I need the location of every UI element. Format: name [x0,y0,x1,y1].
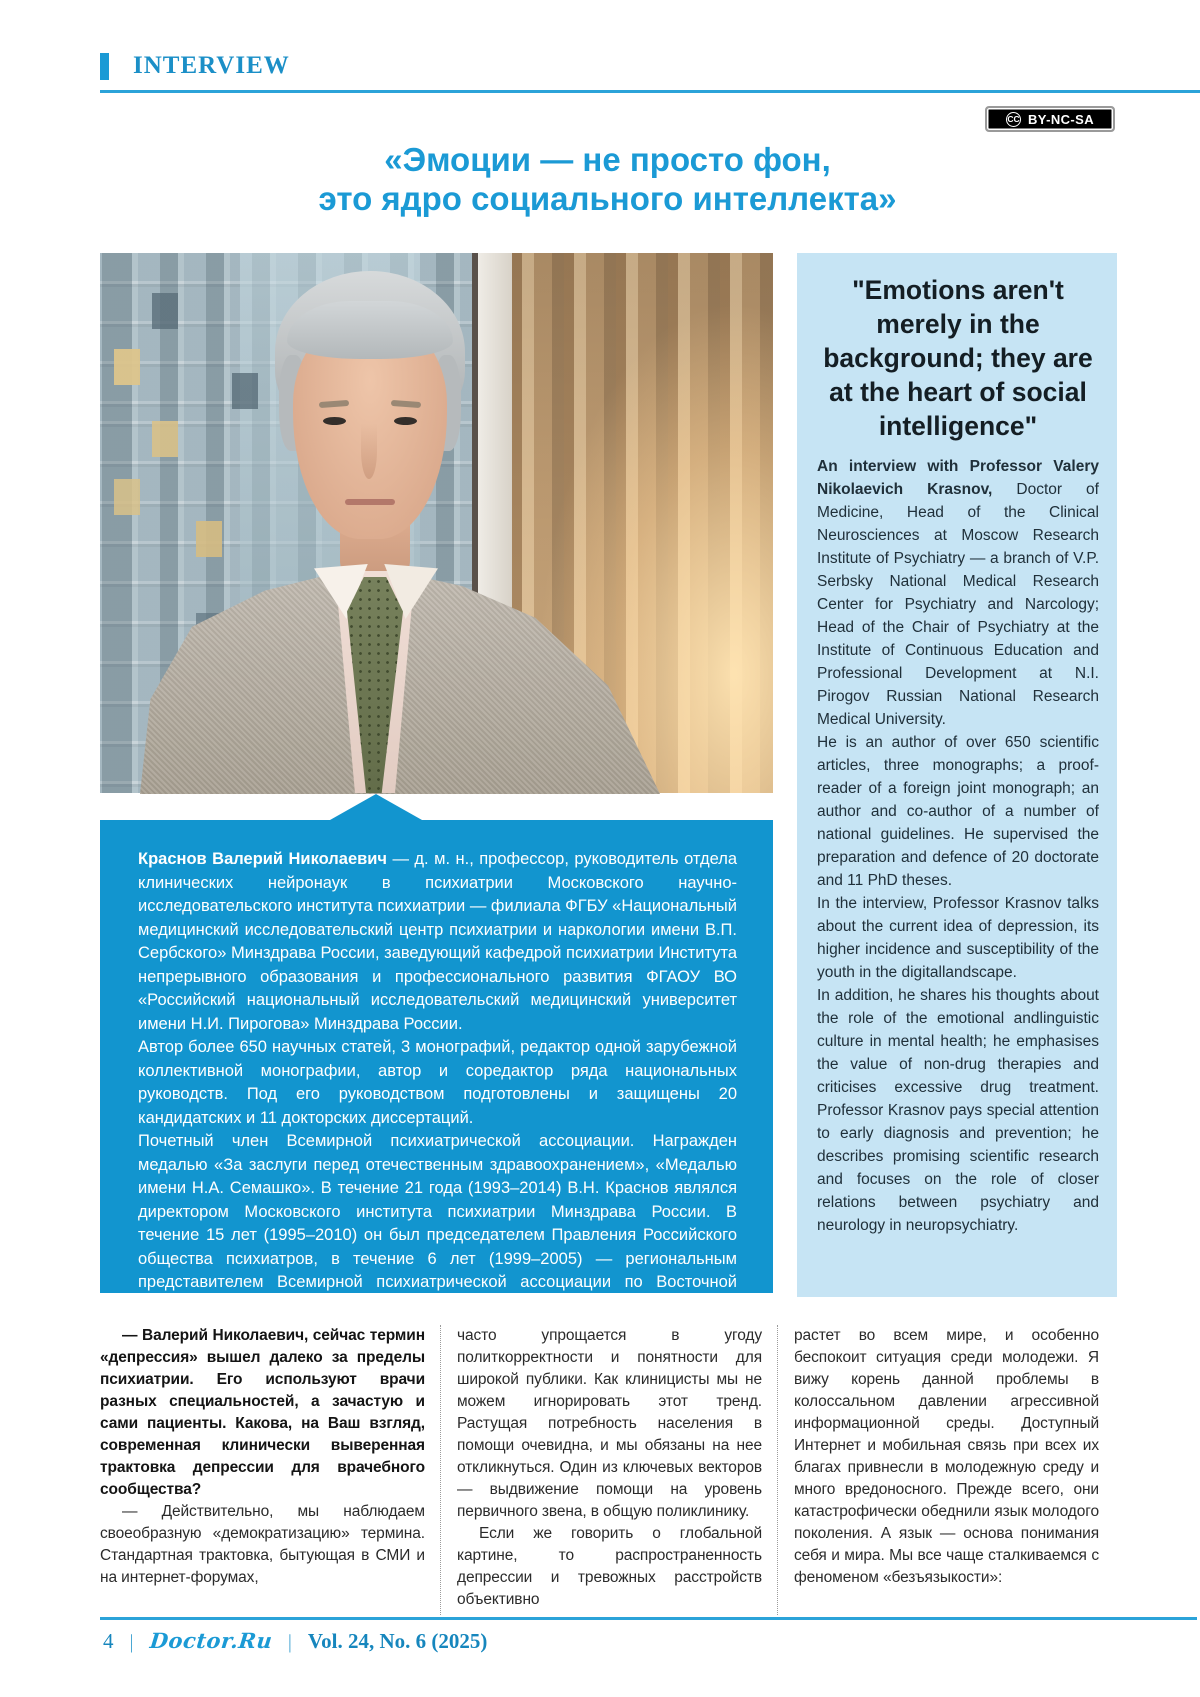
section-accent-bar [100,53,109,80]
portrait-mouth [345,499,395,505]
footer [103,1628,487,1654]
footer-brand-logo: Doctor.Ru [148,1628,274,1653]
interview-columns [100,1325,1110,1615]
biography-paragraph-3: Почетный член Всемирной психиатрической ассоциации. Награжден медалью «За заслуги перед отечественным здравоохранением», «Медалью имени Н.А. Семашко». В течение 21 года (1993–2014) В.Н. Краснов являлся директором Московского института психиатрии Минздрава России. В течение 15 лет (1995–2010) он был председателем Правления Российского общества психиатров, в течение 6 лет (1999–2005) — региональным представителем Всемирной психиатрической ассоциации по Восточной Европе. [138,1132,737,1315]
cc-license-badge [985,106,1115,132]
footer-page-number: 4 [103,1629,114,1653]
english-paragraph-2: He is an author of over 650 scientific articles, three monographs; a proof-reader of a foreign joint monograph; an author and co-author of a number of national guidelines. He supervised the preparation and defence of 20 doctorate and 11 PhD theses. [817,734,1099,889]
biography-box [100,820,773,1315]
interview-column-1 [100,1325,425,1615]
cc-icon: CC [1006,112,1021,127]
biography-paragraph-1-rest: — д. м. н., профессор, руководитель отдела клинических нейронаук в психиатрии Московского научно-исследовательского института психиатрии — филиала ФГБУ «Национальный медицинский исследовательский центр психиатрии и наркологии имени В.П. Сербского» Минздрава России, заведующий кафедрой психиатрии Института непрерывного образования и профессионального развития ФГАОУ ВО «Российский национальный исследовательский медицинский университет имени Н.И. Пирогова» Минздрава России. [138,850,738,1033]
portrait-hairline [287,301,453,359]
english-intro-rest: Doctor of Medicine, Head of the Clinical Neurosciences at Moscow Research Institute of Psychiatry — a branch of V.P. Serbsky National Medical Research Center for Psychiatry and Narcology; Head of the Chair of Psychiatry at the Institute of Continuous Education and Professional Development at N.I. Pirogov Russian National Research Medical University. [817,481,1099,728]
biography-paragraph-2: Автор более 650 научных статей, 3 монографий, редактор одной зарубежной коллективной монографии, автор и соредактор ряда национальных руководств. Под его руководством подготовлены и защищены 20 кандидатских и 11 докторских диссертаций. [138,1038,737,1127]
section-label: INTERVIEW [133,52,290,79]
article-title [100,140,1115,218]
portrait-head [275,271,465,567]
cc-license-label: BY-NC-SA [1027,111,1095,127]
interview-column-2 [440,1325,762,1615]
interview-column-2-paragraph-1: часто упрощается в угоду политкорректности и понятности для широкой публики. Как клиницисты мы не можем игнорировать этот тренд. Растущая потребность населения в помощи очевидна, и мы обязаны на нее откликнуться. Один из ключевых векторов — выдвижение помощи на уровень первичного звена, в общую поликлинику. [457,1327,762,1520]
portrait-nose [361,423,377,479]
portrait-photo [100,253,773,793]
footer-issue-info: Vol. 24, No. 6 (2025) [307,1629,488,1653]
biography-text-area [100,820,773,1315]
english-quote-heading: "Emotions aren't merely in the background; they are at the heart of social intelligence" [823,275,1093,441]
english-summary-panel [797,253,1117,1297]
english-intro-paragraph [817,455,1099,731]
interview-question: — Валерий Николаевич, сейчас термин «депрессия» вышел далеко за пределы психиатрии. Его используют врачи разных специальностей, а зачастую и сами пациенты. Какова, на Ваш взгляд, современная клинически выверенная трактовка депрессии для врачебного сообщества? [100,1327,425,1498]
english-paragraph-3: In the interview, Professor Krasnov talks about the current idea of depression, its higher incidence and susceptibility of the youth in the digitallandscape. [817,895,1099,981]
interview-column-2-paragraph-2: Если же говорить о глобальной картине, то распространенность депрессии и тревожных расстройств объективно [457,1525,762,1608]
interview-answer-start: — Действительно, мы наблюдаем своеобразную «демократизацию» термина. Стандартная трактовка, бытующая в СМИ и на интернет-форумах, [100,1503,425,1586]
portrait-eye-left [323,417,346,425]
footer-divider-2: | [287,1631,292,1653]
article-title-line2: это ядро социального интеллекта» [318,180,897,217]
portrait-eye-right [394,417,417,425]
footer-divider-1: | [129,1631,134,1653]
footer-rule [100,1617,1197,1620]
biography-pointer-triangle [330,794,422,820]
article-title-line1: «Эмоции — не просто фон, [384,141,831,178]
interview-column-3 [777,1325,1099,1615]
english-paragraph-4: In addition, he shares his thoughts about the role of the emotional andlinguistic culture in mental health; he emphasises the value of non-drug therapies and criticises excessive drug treatment. Professor Krasnov pays special attention to early diagnosis and prevention; he describes promising scientific research and focuses on the role of closer relations between psychiatry and neurology in neuropsychiatry. [817,987,1099,1234]
biography-name: Краснов Валерий Николаевич [138,850,387,868]
english-intro-bold: An interview with Professor Valery Nikolaevich Krasnov, [817,458,1099,498]
header-rule [100,90,1200,93]
biography-paragraph-1 [138,848,737,1036]
interview-column-3-paragraph-1: растет во всем мире, и особенно беспокоит ситуация среди молодежи. Я вижу корень данной проблемы в колоссальном давлении агрессивной информационной среды. Доступный Интернет и мобильная связь при всех их благах привнесли в молодежную среду и много вредоносного. Прежде всего, они катастрофически обеднили язык молодого поколения. А язык — основа понимания себя и мира. Мы все чаще сталкиваемся с феноменом «безъязыкости»: [794,1327,1099,1586]
